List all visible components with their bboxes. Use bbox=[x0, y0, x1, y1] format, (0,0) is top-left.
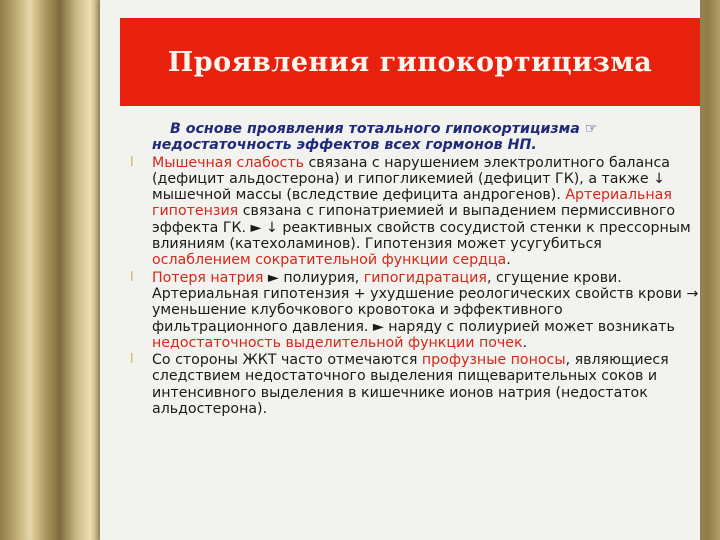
list-item bbox=[120, 352, 700, 417]
bullet-icon: l bbox=[130, 269, 134, 285]
text-segment: связана с гипонатриемией и выпадением пермиссивного эффекта ГК. ► ↓ реактивных свойств сосудистой стенки к прессорным влияниям (катехоламинов). Гипотензия может усугубиться bbox=[152, 203, 691, 253]
bullet-icon: l bbox=[130, 352, 134, 368]
title-bar bbox=[120, 18, 700, 106]
bullet-icon: l bbox=[130, 154, 134, 170]
text-segment: ослаблением сократительной функции сердца bbox=[152, 252, 507, 269]
intro-line-1: В основе проявления тотального гипокортицизма ☞ bbox=[170, 121, 598, 137]
text-segment: Артериальная гипотензия bbox=[152, 187, 672, 220]
text-segment: связана с нарушением электролитного баланса (дефицит альдостерона) и гипогликемией (дефицит ГК), а также ↓ мышечной массы (вследствие дефицита андрогенов). bbox=[152, 154, 670, 204]
text-segment: . bbox=[522, 334, 528, 351]
intro-line-2: недостаточность эффектов всех гормонов НП. bbox=[152, 137, 537, 154]
text-segment: недостаточность выделительной функции почек bbox=[152, 334, 523, 351]
text-segment: гипогидратация bbox=[363, 269, 487, 286]
text-segment: Мышечная слабость bbox=[152, 154, 304, 171]
bullet-list bbox=[120, 155, 700, 418]
text-segment: Потеря натрия bbox=[152, 269, 264, 286]
intro-paragraph bbox=[152, 121, 700, 154]
text-segment: . bbox=[506, 252, 511, 269]
text-segment: Со стороны ЖКТ часто отмечаются bbox=[152, 352, 422, 369]
list-item bbox=[120, 270, 700, 351]
text-segment: ► полиурия, bbox=[263, 269, 364, 286]
slide-content bbox=[120, 121, 700, 417]
text-segment: , сгущение крови. Артериальная гипотензия + ухудшение реологических свойств крови → уменьшение клубочкового кровотока и эффективного фильтрационного давления. ► наряду с полиурией может возникать bbox=[152, 269, 699, 335]
text-segment: , являющиеся следствием недостаточного выделения пищеварительных соков и интенсивного выделения в кишечнике ионов натрия (недостаток альдостерона). bbox=[152, 352, 669, 418]
slide-title: Проявления гипокортицизма bbox=[167, 46, 653, 78]
slide-panel bbox=[100, 0, 700, 540]
text-segment: профузные поносы bbox=[421, 352, 566, 369]
list-item bbox=[120, 155, 700, 269]
